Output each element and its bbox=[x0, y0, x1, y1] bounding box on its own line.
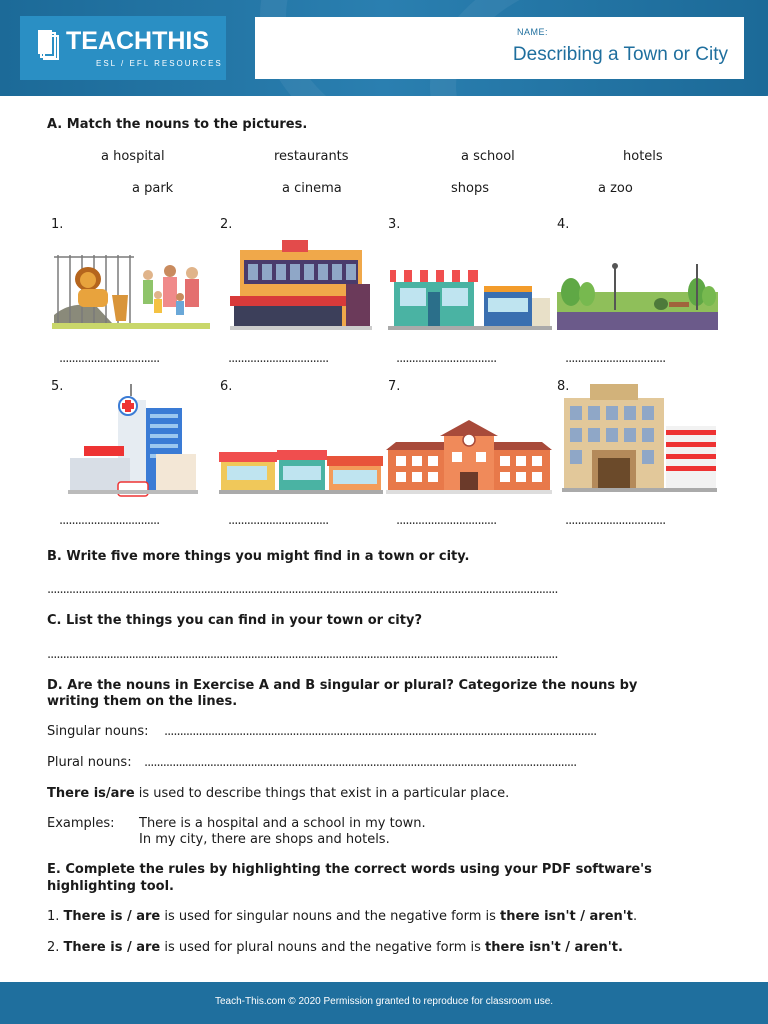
picture-number: 6. bbox=[220, 379, 233, 394]
singular-answer-line[interactable]: .......................................................................................................................................... bbox=[164, 724, 597, 739]
rule-text: is used for plural nouns and the negative form is bbox=[160, 940, 486, 955]
rule-text: is used for singular nouns and the negative form is bbox=[160, 909, 501, 924]
rule-choice[interactable]: there isn't / aren't bbox=[500, 909, 633, 924]
rule-choice[interactable]: There is / are bbox=[63, 940, 161, 955]
rule-item[interactable] bbox=[47, 940, 623, 955]
word-park: a park bbox=[132, 181, 174, 196]
there-is-are-rule bbox=[47, 786, 509, 801]
section-a-heading: A. Match the nouns to the pictures. bbox=[47, 117, 308, 132]
section-c-heading: C. List the things you can find in your town or city? bbox=[47, 613, 422, 628]
rule-text: . bbox=[632, 909, 638, 924]
worksheet-title: Describing a Town or City bbox=[512, 44, 728, 65]
picture-number: 4. bbox=[557, 217, 570, 232]
answer-line[interactable]: ................................ bbox=[396, 513, 497, 528]
examples-label: Examples: bbox=[47, 816, 115, 831]
rule-number: 2. bbox=[47, 940, 64, 955]
answer-line[interactable]: ................................ bbox=[228, 351, 329, 366]
section-e-heading: highlighting tool. bbox=[47, 879, 174, 894]
hotels-icon bbox=[562, 380, 717, 493]
section-d-heading: D. Are the nouns in Exercise A and B singular or plural? Categorize the nouns by bbox=[47, 678, 638, 693]
hospital-icon bbox=[68, 380, 198, 498]
section-d-heading: writing them on the lines. bbox=[47, 694, 238, 709]
picture-number: 3. bbox=[388, 217, 401, 232]
singular-label: Singular nouns: bbox=[47, 724, 149, 739]
brand-name: TEACHTHIS bbox=[66, 27, 210, 55]
word-hotels: hotels bbox=[623, 149, 663, 164]
answer-line[interactable]: ................................ bbox=[228, 513, 329, 528]
picture-number: 8. bbox=[557, 379, 570, 394]
footer-copyright: Teach-This.com © 2020 Permission granted to reproduce for classroom use. bbox=[214, 996, 554, 1007]
teachthis-logo bbox=[20, 16, 226, 80]
answer-line[interactable]: ................................................................................................................................................................... bbox=[47, 647, 558, 662]
rule-number: 1. bbox=[47, 909, 64, 924]
answer-line[interactable]: ................................ bbox=[565, 351, 666, 366]
picture-number: 1. bbox=[51, 217, 64, 232]
brand-tagline: ESL / EFL RESOURCES bbox=[96, 59, 223, 68]
rule-item[interactable] bbox=[47, 909, 637, 924]
rule-choice[interactable]: there isn't / aren't. bbox=[485, 940, 623, 955]
header-banner bbox=[0, 0, 768, 96]
plural-answer-line[interactable]: .......................................................................................................................................... bbox=[144, 755, 577, 770]
rule-text: is used to describe things that exist in a particular place. bbox=[134, 786, 510, 801]
answer-line[interactable]: ................................ bbox=[396, 351, 497, 366]
answer-line[interactable]: ................................................................................................................................................................... bbox=[47, 582, 558, 597]
school-icon bbox=[386, 418, 552, 494]
shops-icon bbox=[219, 446, 383, 494]
section-e-heading: E. Complete the rules by highlighting the correct words using your PDF software's bbox=[47, 862, 652, 877]
answer-line[interactable]: ................................ bbox=[59, 351, 160, 366]
rule-choice[interactable]: There is / are bbox=[63, 909, 161, 924]
picture-number: 2. bbox=[220, 217, 233, 232]
name-label: NAME: bbox=[517, 27, 549, 37]
word-restaurants: restaurants bbox=[274, 149, 349, 164]
rule-bold: There is/are bbox=[47, 786, 135, 801]
section-b-heading: B. Write five more things you might find in a town or city. bbox=[47, 549, 470, 564]
name-box[interactable] bbox=[255, 17, 744, 79]
picture-number: 5. bbox=[51, 379, 64, 394]
book-icon bbox=[34, 28, 60, 60]
word-shops: shops bbox=[451, 181, 489, 196]
word-school: a school bbox=[461, 149, 515, 164]
answer-line[interactable]: ................................ bbox=[565, 513, 666, 528]
footer bbox=[0, 982, 768, 1024]
answer-line[interactable]: ................................ bbox=[59, 513, 160, 528]
word-cinema: a cinema bbox=[282, 181, 342, 196]
park-icon bbox=[557, 262, 718, 330]
plural-label: Plural nouns: bbox=[47, 755, 132, 770]
picture-number: 7. bbox=[388, 379, 401, 394]
example-sentence: There is a hospital and a school in my town. bbox=[139, 816, 426, 831]
example-sentence: In my city, there are shops and hotels. bbox=[139, 832, 390, 847]
restaurants-icon bbox=[388, 268, 552, 330]
word-hospital: a hospital bbox=[101, 149, 165, 164]
cinema-icon bbox=[230, 238, 372, 331]
zoo-icon bbox=[52, 245, 210, 331]
word-zoo: a zoo bbox=[598, 181, 633, 196]
